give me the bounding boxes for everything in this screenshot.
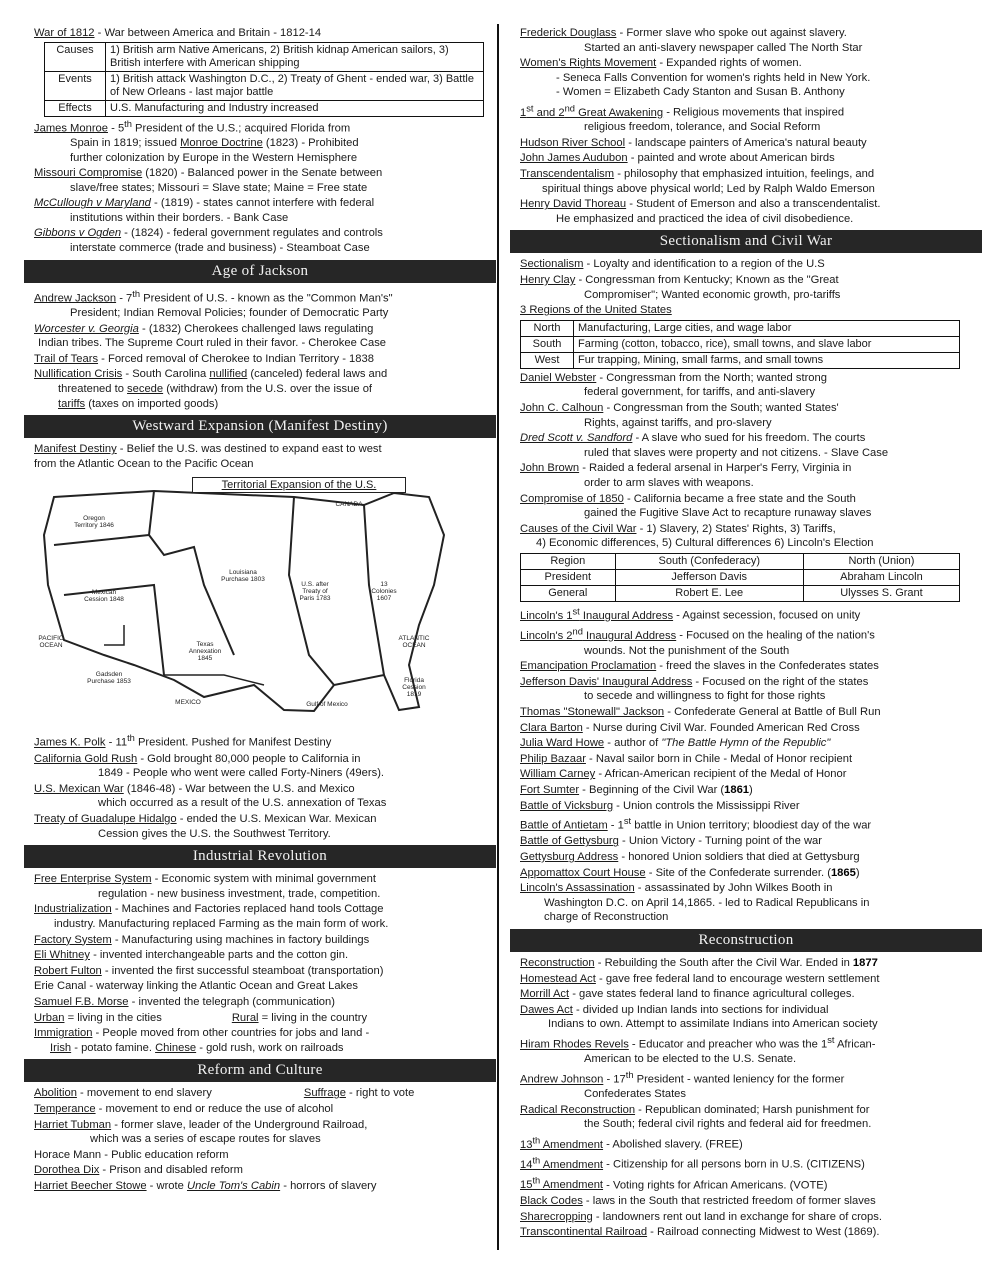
worcester-entry: Worcester v. Georgia - (1832) Cherokees challenged laws regulating Indian tribes. The Supreme Court ruled in their favor. - Cherokee Case: [34, 322, 387, 350]
map-label-gulf: Gulf of Mexico: [306, 701, 348, 709]
urban-rural-entry: Urban = living in the cities Rural = living in the country: [34, 1011, 368, 1024]
davis-inaugural-entry: Jefferson Davis' Inaugural Address - Focused on the right of the states to secede and willingness to fight for those rights: [520, 675, 869, 703]
audubon-entry: John James Audubon - painted and wrote about American birds: [520, 152, 835, 165]
antietam-entry: Battle of Antietam - 1st battle in Union territory; bloodiest day of the war: [520, 816, 872, 832]
factory-system-entry: Factory System - Manufacturing using machines in factory buildings: [34, 933, 370, 946]
right-column: [520, 26, 972, 1241]
amendment-15-entry: 15th Amendment - Voting rights for African Americans. (VOTE): [520, 1175, 828, 1192]
compromise-1850-entry: Compromise of 1850 - California became a free state and the South gained the Fugitive Slave Act to recapture runaway slaves: [520, 492, 872, 520]
immigration-entry: Immigration - People moved from other countries for jobs and land - Irish - potato famine. Chinese - gold rush, work on railroads: [34, 1027, 370, 1054]
gold-rush-entry: California Gold Rush - Gold brought 80,000 people to California in 1849 - People who went were called Forty-Niners (49ers).: [34, 752, 385, 780]
carney-entry: William Carney - African-American recipient of the Medal of Honor: [520, 768, 847, 781]
mcculloch-entry: McCullough v Maryland - (1819) - states cannot interfere with federal institutions within their borders. - Bank Case: [34, 197, 375, 224]
table-row: Events 1) British attack Washington D.C., 2) Treaty of Ghent - ended war, 3) Battle of New Orleans - last major battle: [45, 71, 484, 100]
andrew-johnson-entry: Andrew Johnson - 17th President - wanted leniency for the former Confederates States: [520, 1069, 845, 1101]
great-awakening-entry: 1st and 2nd Great Awakening - Religious movements that inspired religious freedom, tolerance, and Social Reform: [520, 102, 845, 134]
dred-scott-entry: Dred Scott v. Sandford - A slave who sued for his freedom. The courts ruled that slaves were property and not citizens. - Slave Case: [520, 432, 889, 459]
map-label-us-1783: U.S. after Treaty of Paris 1783: [299, 581, 331, 603]
section-header-sectionalism: Sectionalism and Civil War: [510, 230, 982, 253]
trail-of-tears-entry: Trail of Tears - Forced removal of Cherokee to Indian Territory - 1838: [34, 352, 374, 365]
section-header-industrial: Industrial Revolution: [24, 845, 496, 868]
dawes-entry: Dawes Act - divided up Indian lands into sections for individual Indians to own. Attempt to assimilate Indians into American society: [520, 1003, 878, 1031]
table-row: President Jefferson Davis Abraham Lincoln: [521, 569, 960, 585]
table-row: South Farming (cotton, tobacco, rice), small towns, and slave labor: [521, 336, 960, 352]
map-label-texas: Texas Annexation 1845: [188, 641, 222, 663]
map-label-atlantic: ATLANTIC OCEAN: [398, 635, 430, 650]
guadalupe-entry: Treaty of Guadalupe Hidalgo - ended the U.S. Mexican War. Mexican Cession gives the U.S. the Southwest Territory.: [34, 813, 377, 840]
howe-entry: Julia Ward Howe - author of "The Battle Hymn of the Republic": [520, 737, 831, 750]
hudson-river-entry: Hudson River School - landscape painters of America's natural beauty: [520, 136, 867, 149]
war-1812-table: [44, 42, 484, 117]
map-label-florida: Florida Cession 1819: [402, 677, 426, 699]
map-label-gadsden: Gadsden Purchase 1853: [87, 671, 131, 686]
gibbons-entry: Gibbons v Ogden - (1824) - federal government regulates and controls interstate commerce (trade and business) - Steamboat Case: [34, 227, 383, 255]
black-codes-entry: Black Codes - laws in the South that restricted freedom of former slaves: [520, 1195, 876, 1208]
emancipation-entry: Emancipation Proclamation - freed the slaves in the Confederates states: [520, 660, 879, 673]
john-brown-entry: John Brown - Raided a federal arsenal in Harper's Ferry, Virginia in order to arm slaves with weapons.: [520, 462, 852, 489]
table-row: Effects U.S. Manufacturing and Industry increased: [45, 100, 484, 116]
reconstruction-entry: Reconstruction - Rebuilding the South after the Civil War. Ended in 1877: [520, 957, 878, 970]
map-label-mexico: MEXICO: [175, 699, 201, 707]
column-divider: [497, 24, 499, 1250]
lincoln-1st-inaugural-entry: Lincoln's 1st Inaugural Address - Against secession, focused on unity: [520, 605, 861, 622]
calhoun-entry: John C. Calhoun - Congressman from the South; wanted States' Rights, against tariffs, and pro-slavery: [520, 402, 839, 429]
morrill-entry: Morrill Act - gave states federal land to finance agricultural colleges.: [520, 988, 855, 1001]
monroe-entry: James Monroe - 5th President of the U.S.; acquired Florida from Spain in 1819; issued Monroe Doctrine (1823) - Prohibited further colonization by Europe in the Western Hemisphere: [34, 118, 359, 164]
table-row: General Robert E. Lee Ulysses S. Grant: [521, 585, 960, 601]
table-row: North Manufacturing, Large cities, and wage labor: [521, 320, 960, 336]
map-label-13-colonies: 13 Colonies 1607: [371, 581, 397, 603]
erie-canal-entry: Erie Canal - waterway linking the Atlantic Ocean and Great Lakes: [34, 980, 358, 993]
manifest-destiny-entry: Manifest Destiny - Belief the U.S. was destined to expand east to west from the Atlantic Ocean to the Pacific Ocean: [34, 443, 382, 470]
section-header-jackson: Age of Jackson: [24, 260, 496, 283]
civil-war-table: [520, 553, 960, 602]
bazaar-entry: Philip Bazaar - Naval sailor born in Chile - Medal of Honor recipient: [520, 752, 853, 765]
whitney-entry: Eli Whitney - invented interchangeable parts and the cotton gin.: [34, 949, 349, 962]
appomattox-entry: Appomattox Court House - Site of the Confederate surrender. (1865): [520, 866, 860, 879]
fulton-entry: Robert Fulton - invented the first successful steamboat (transportation): [34, 964, 384, 977]
tubman-entry: Harriet Tubman - former slave, leader of the Underground Railroad, which was a series of escape routes for slaves: [34, 1118, 368, 1146]
nullification-entry: Nullification Crisis - South Carolina nullified (canceled) federal laws and threatened to secede (withdraw) from the U.S. over the issue of tariffs (taxes on imported goods): [34, 368, 388, 410]
mann-entry: Horace Mann - Public education reform: [34, 1148, 229, 1161]
revels-entry: Hiram Rhodes Revels - Educator and preacher who was the 1st African- American to be elected to the U.S. Senate.: [520, 1035, 876, 1066]
map-label-mexican-cession: Mexican Cession 1848: [84, 589, 124, 604]
amendment-13-entry: 13th Amendment - Abolished slavery. (FREE): [520, 1135, 743, 1151]
regions-title: 3 Regions of the United States: [520, 304, 672, 317]
stowe-entry: Harriet Beecher Stowe - wrote Uncle Tom's Cabin - horrors of slavery: [34, 1179, 377, 1192]
vicksburg-entry: Battle of Vicksburg - Union controls the Mississippi River: [520, 799, 800, 812]
transcendentalism-entry: Transcendentalism - philosophy that emphasized intuition, feelings, and spiritual things above physical world; Led by Ralph Waldo Emerson: [520, 168, 875, 195]
webster-entry: Daniel Webster - Congressman from the North; wanted strong federal government, for tariffs, and anti-slavery: [520, 371, 827, 399]
morse-entry: Samuel F.B. Morse - invented the telegraph (communication): [34, 995, 335, 1008]
radical-reconstruction-entry: Radical Reconstruction - Republican dominated; Harsh punishment for the South; federal civil rights and federal aid for freedmen.: [520, 1103, 872, 1131]
regions-table: [520, 320, 960, 369]
industrialization-entry: Industrialization - Machines and Factories replaced hand tools Cottage industry. Manufacturing replaced Farming as the main form of work.: [34, 903, 389, 931]
stonewall-entry: Thomas "Stonewall" Jackson - Confederate General at Battle of Bull Run: [520, 705, 881, 718]
map-title: Territorial Expansion of the U.S.: [192, 477, 406, 493]
lincoln-2nd-inaugural-entry: Lincoln's 2nd Inaugural Address - Focused on the healing of the nation's wounds. Not the punishment of the South: [520, 626, 875, 657]
section-header-westward: Westward Expansion (Manifest Destiny): [24, 415, 496, 438]
clay-entry: Henry Clay - Congressman from Kentucky; Known as the "Great Compromiser"; Wanted economic growth, pro-tariffs: [520, 274, 841, 301]
map-label-pacific: PACIFIC OCEAN: [38, 635, 64, 650]
section-header-reform: Reform and Culture: [24, 1059, 496, 1082]
douglass-entry: Frederick Douglass - Former slave who spoke out against slavery. Started an anti-slavery newspaper called The North Star: [520, 27, 863, 54]
missouri-compromise-entry: Missouri Compromise (1820) - Balanced power in the Senate between slave/free states; Missouri = Slave state; Maine = Free state: [34, 167, 383, 194]
map-label-louisiana: Louisiana Purchase 1803: [221, 569, 265, 584]
free-enterprise-entry: Free Enterprise System - Economic system with minimal government regulation - new business investment, trade, competition.: [34, 873, 381, 900]
gettysburg-entry: Battle of Gettysburg - Union Victory - Turning point of the war: [520, 835, 823, 848]
table-row: Causes 1) British arm Native Americans, 2) British kidnap American sailors, 3) British interfere with American shipping: [45, 42, 484, 71]
homestead-entry: Homestead Act - gave free federal land to encourage western settlement: [520, 972, 880, 985]
sectionalism-entry: Sectionalism - Loyalty and identification to a region of the U.S: [520, 258, 825, 271]
railroad-entry: Transcontinental Railroad - Railroad connecting Midwest to West (1869).: [520, 1226, 880, 1239]
gettysburg-address-entry: Gettysburg Address - honored Union soldiers that died at Gettysburg: [520, 851, 860, 864]
barton-entry: Clara Barton - Nurse during Civil War. Founded American Red Cross: [520, 721, 860, 734]
table-row: West Fur trapping, Mining, small farms, and small towns: [521, 352, 960, 368]
causes-civil-war-entry: Causes of the Civil War - 1) Slavery, 2) States' Rights, 3) Tariffs, 4) Economic differences, 5) Cultural differences 6) Lincoln's Election: [520, 522, 874, 550]
territorial-expansion-map: [34, 475, 486, 725]
polk-entry: James K. Polk - 11th President. Pushed for Manifest Destiny: [34, 733, 332, 750]
map-label-oregon: Oregon Territory 1846: [74, 515, 114, 530]
war-1812-entry: War of 1812 - War between America and Britain - 1812-14: [34, 27, 322, 39]
andrew-jackson-entry: Andrew Jackson - 7th President of U.S. - known as the "Common Man's" President; Indian Removal Policies; founder of Democratic Party: [34, 288, 393, 319]
amendment-14-entry: 14th Amendment - Citizenship for all persons born in U.S. (CITIZENS): [520, 1155, 865, 1172]
thoreau-entry: Henry David Thoreau - Student of Emerson and also a transcendentalist. He emphasized and practiced the idea of civil disobedience.: [520, 198, 881, 225]
temperance-entry: Temperance - movement to end or reduce the use of alcohol: [34, 1102, 334, 1115]
abolition-entry: Abolition - movement to end slavery Suffrage - right to vote: [34, 1087, 415, 1100]
section-header-reconstruction: Reconstruction: [510, 929, 982, 952]
map-label-canada: CANADA: [335, 501, 363, 509]
womens-rights-entry: Women's Rights Movement - Expanded rights of women. - Seneca Falls Convention for women's rights held in New York. - Women = Elizabeth Cady Stanton and Susan B. Anthony: [520, 57, 871, 99]
table-row: Region South (Confederacy) North (Union): [521, 553, 960, 569]
fort-sumter-entry: Fort Sumter - Beginning of the Civil War (1861): [520, 783, 753, 796]
sharecropping-entry: Sharecropping - landowners rent out land in exchange for share of crops.: [520, 1210, 882, 1223]
dix-entry: Dorothea Dix - Prison and disabled reform: [34, 1164, 243, 1177]
assassination-entry: Lincoln's Assassination - assassinated by John Wilkes Booth in Washington D.C. on April 14,1865. - led to Radical Republicans in charge of Reconstruction: [520, 882, 870, 924]
mexican-war-entry: U.S. Mexican War (1846-48) - War between the U.S. and Mexico which occurred as a result of the U.S. annexation of Texas: [34, 782, 387, 810]
left-column: [34, 26, 486, 1195]
